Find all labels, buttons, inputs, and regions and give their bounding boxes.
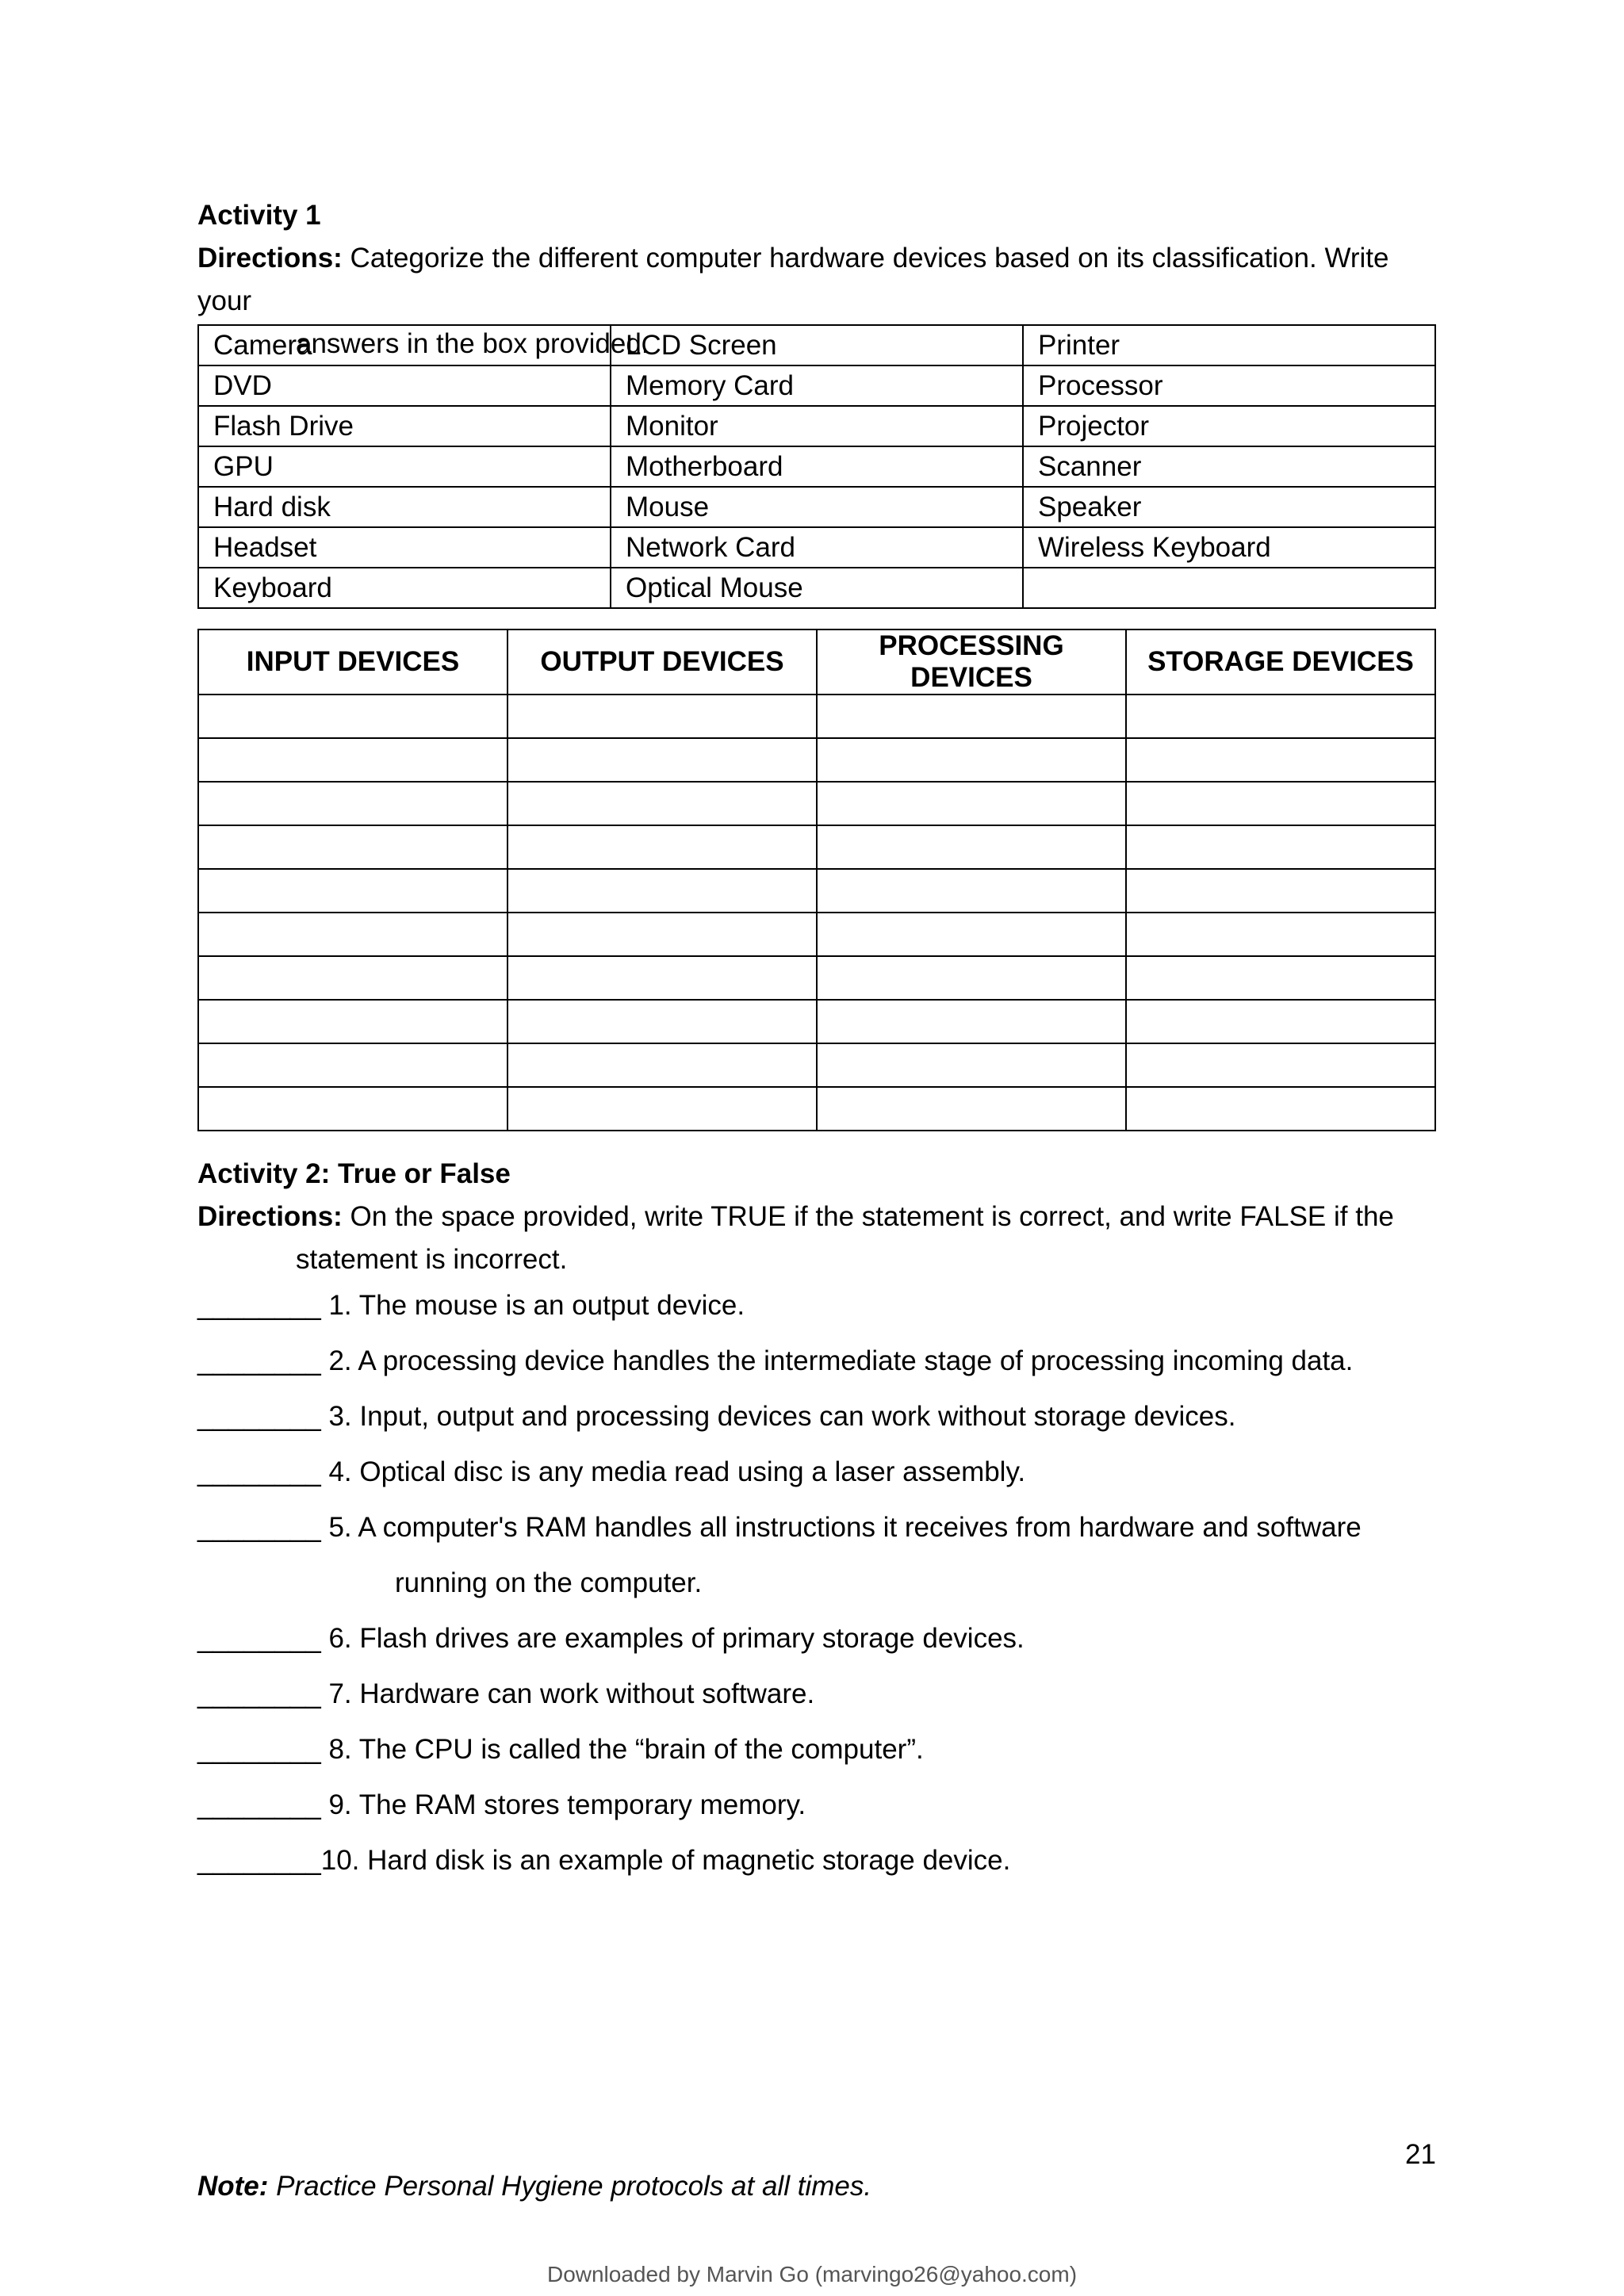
true-false-item[interactable] (197, 1278, 1466, 1334)
answer-cell[interactable] (508, 1043, 817, 1087)
true-false-item[interactable] (197, 1833, 1466, 1888)
answer-cell[interactable] (1126, 1043, 1435, 1087)
statement-line: ________ 8. The CPU is called the “brain of the computer”. (197, 1734, 924, 1765)
answer-cell[interactable] (1126, 738, 1435, 782)
answer-cell[interactable] (1126, 956, 1435, 1000)
directions-continuation: answers in the box provided. (296, 328, 649, 359)
answer-cell[interactable] (508, 1087, 817, 1131)
device-cell: DVD (198, 365, 611, 406)
statement-line: ________ 6. Flash drives are examples of primary storage devices. (197, 1623, 1025, 1654)
answer-cell[interactable] (1126, 695, 1435, 738)
answer-cell[interactable] (198, 695, 508, 738)
true-false-list (197, 1278, 1466, 1888)
answer-cell[interactable] (1126, 1000, 1435, 1043)
answer-cell[interactable] (508, 695, 817, 738)
answer-cell[interactable] (1126, 913, 1435, 956)
answer-cell[interactable] (817, 956, 1126, 1000)
answer-cell[interactable] (508, 956, 817, 1000)
answer-cell[interactable] (198, 782, 508, 825)
true-false-item[interactable] (197, 1389, 1466, 1445)
answer-cell[interactable] (198, 869, 508, 913)
answer-cell[interactable] (817, 1000, 1126, 1043)
answer-cell[interactable] (198, 1043, 508, 1087)
directions-continuation: statement is incorrect. (296, 1244, 568, 1275)
answer-cell[interactable] (817, 869, 1126, 913)
directions-text: On the space provided, write TRUE if the statement is correct, and write FALSE if the (350, 1201, 1394, 1232)
answer-row (198, 913, 1435, 956)
device-cell: Motherboard (611, 446, 1023, 487)
statement-line: ________ 3. Input, output and processing devices can work without storage devices. (197, 1401, 1236, 1432)
answer-row (198, 825, 1435, 869)
answer-cell[interactable] (817, 1043, 1126, 1087)
answer-row (198, 782, 1435, 825)
device-row (198, 446, 1435, 487)
activity2-directions (197, 1196, 1434, 1281)
answer-cell[interactable] (198, 1000, 508, 1043)
answer-cell[interactable] (198, 956, 508, 1000)
directions-label: Directions: (197, 243, 343, 274)
category-answer-table (197, 629, 1436, 1131)
answer-row (198, 1043, 1435, 1087)
answer-cell[interactable] (508, 913, 817, 956)
note (197, 2171, 871, 2202)
category-header: STORAGE DEVICES (1126, 629, 1435, 695)
statement-line: ________ 5. A computer's RAM handles all instructions it receives from hardware and software (197, 1512, 1362, 1543)
device-row (198, 325, 1435, 365)
statement-continuation: running on the computer. (395, 1567, 703, 1598)
true-false-item[interactable] (197, 1445, 1466, 1500)
category-header: PROCESSING DEVICES (817, 629, 1126, 695)
statement-line: ________ 9. The RAM stores temporary memory. (197, 1789, 806, 1820)
true-false-item[interactable] (197, 1667, 1466, 1722)
device-cell: Keyboard (198, 568, 611, 608)
download-footer: Downloaded by Marvin Go (marvingo26@yahoo.com) (546, 2262, 1078, 2286)
device-cell: Headset (198, 527, 611, 568)
answer-row (198, 695, 1435, 738)
answer-cell[interactable] (508, 825, 817, 869)
answer-cell[interactable] (817, 913, 1126, 956)
device-cell: Speaker (1023, 487, 1435, 527)
device-cell: Projector (1023, 406, 1435, 446)
device-cell (1023, 568, 1435, 608)
answer-row (198, 869, 1435, 913)
directions-label: Directions: (197, 1201, 343, 1232)
note-label: Note: (197, 2171, 269, 2202)
answer-cell[interactable] (508, 738, 817, 782)
device-cell: Network Card (611, 527, 1023, 568)
category-header: INPUT DEVICES (198, 629, 508, 695)
device-cell: Printer (1023, 325, 1435, 365)
statement-line: ________ 1. The mouse is an output device. (197, 1290, 745, 1321)
device-cell: Camera (198, 325, 611, 365)
answer-row (198, 1087, 1435, 1131)
activity1-title: Activity 1 (197, 200, 321, 231)
statement-line: ________ 4. Optical disc is any media read using a laser assembly. (197, 1456, 1026, 1487)
note-text: Practice Personal Hygiene protocols at all times. (268, 2171, 872, 2202)
true-false-item[interactable] (197, 1500, 1466, 1611)
answer-cell[interactable] (508, 782, 817, 825)
page-number: 21 (1405, 2139, 1436, 2170)
device-cell: Optical Mouse (611, 568, 1023, 608)
device-cell: Flash Drive (198, 406, 611, 446)
device-row (198, 406, 1435, 446)
device-row (198, 527, 1435, 568)
device-cell: Hard disk (198, 487, 611, 527)
answer-cell[interactable] (198, 738, 508, 782)
directions-text: Categorize the different computer hardware devices based on its classification. Write your (197, 243, 1389, 316)
answer-cell[interactable] (1126, 782, 1435, 825)
category-header: OUTPUT DEVICES (508, 629, 817, 695)
true-false-item[interactable] (197, 1611, 1466, 1667)
answer-cell[interactable] (817, 738, 1126, 782)
device-list-table (197, 324, 1436, 609)
answer-cell[interactable] (817, 825, 1126, 869)
true-false-item[interactable] (197, 1334, 1466, 1389)
answer-cell[interactable] (817, 782, 1126, 825)
device-row (198, 365, 1435, 406)
answer-cell[interactable] (198, 1087, 508, 1131)
device-cell: Scanner (1023, 446, 1435, 487)
answer-cell[interactable] (1126, 1087, 1435, 1131)
answer-cell[interactable] (817, 695, 1126, 738)
device-cell: Memory Card (611, 365, 1023, 406)
answer-row (198, 956, 1435, 1000)
statement-line: ________ 7. Hardware can work without software. (197, 1678, 815, 1709)
device-cell: Processor (1023, 365, 1435, 406)
answer-cell[interactable] (508, 1000, 817, 1043)
true-false-item[interactable] (197, 1722, 1466, 1777)
answer-cell[interactable] (198, 913, 508, 956)
answer-cell[interactable] (508, 869, 817, 913)
device-cell: Mouse (611, 487, 1023, 527)
activity2-title: Activity 2: True or False (197, 1158, 511, 1189)
statement-line: ________ 2. A processing device handles the intermediate stage of processing incoming data. (197, 1345, 1354, 1376)
answer-cell[interactable] (1126, 869, 1435, 913)
answer-cell[interactable] (1126, 825, 1435, 869)
device-cell: GPU (198, 446, 611, 487)
device-cell: Monitor (611, 406, 1023, 446)
answer-cell[interactable] (817, 1087, 1126, 1131)
answer-row (198, 738, 1435, 782)
statement-line: ________10. Hard disk is an example of magnetic storage device. (197, 1845, 1011, 1876)
device-row (198, 487, 1435, 527)
true-false-item[interactable] (197, 1777, 1466, 1833)
device-row (198, 568, 1435, 608)
device-cell: LCD Screen (611, 325, 1023, 365)
answer-cell[interactable] (198, 825, 508, 869)
device-cell: Wireless Keyboard (1023, 527, 1435, 568)
answer-row (198, 1000, 1435, 1043)
